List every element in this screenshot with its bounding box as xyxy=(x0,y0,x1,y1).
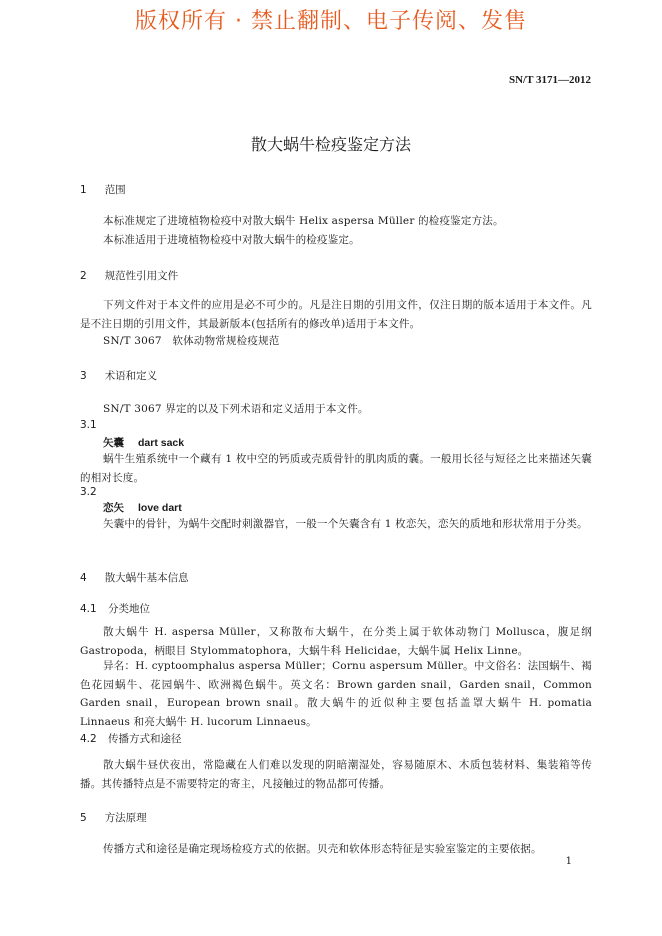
section-5-heading xyxy=(80,810,147,825)
term-english: dart sack xyxy=(138,437,185,449)
subsection-4-1-paragraph-1: 散大蜗牛 H. aspersa Müller，又称散布大蜗牛，在分类上属于软体动物门 Mollusca，腹足纲 Gastropoda，柄眼目 Stylommatophora，大蜗牛科 Helicidae，大蜗牛属 Helix Linne。 xyxy=(80,626,592,657)
section-number: 3 xyxy=(80,370,87,382)
section-1-paragraph-1: 本标准规定了进境植物检疫中对散大蜗牛 Helix aspersa Müller 的检疫鉴定方法。 xyxy=(103,215,504,227)
section-3-heading xyxy=(80,368,157,383)
normative-reference: SN/T 3067 软体动物常规检疫规范 xyxy=(103,335,280,347)
section-title: 规范性引用文件 xyxy=(104,270,179,282)
section-title: 术语和定义 xyxy=(104,370,158,382)
section-2-paragraph-1: 下列文件对于本文件的应用是必不可少的。凡是注日期的引用文件，仅注日期的版本适用于本文件。凡是不注日期的引用文件，其最新版本(包括所有的修改单)适用于本文件。 xyxy=(80,299,592,330)
term-number: 3.1 xyxy=(80,419,97,431)
subsection-4-2-heading xyxy=(80,731,182,746)
section-title: 范围 xyxy=(104,184,126,196)
subsection-title: 传播方式和途径 xyxy=(108,733,182,745)
term-title xyxy=(103,435,184,450)
section-1-paragraph-2: 本标准适用于进境植物检疫中对散大蜗牛的检疫鉴定。 xyxy=(103,234,360,246)
section-5-paragraph-1: 传播方式和途径是确定现场检疫方式的依据。贝壳和软体形态特征是实验室鉴定的主要依据。 xyxy=(103,843,542,855)
subsection-4-2-paragraph-1: 散大蜗牛昼伏夜出，常隐藏在人们难以发现的阴暗潮湿处，容易随原木、木质包装材料、集装箱等传播。其传播特点是不需要特定的寄主，凡接触过的物品都可传播。 xyxy=(80,759,592,790)
subsection-4-1-heading xyxy=(80,601,150,616)
subsection-number: 4.1 xyxy=(80,603,97,615)
section-title: 散大蜗牛基本信息 xyxy=(104,572,189,584)
term-definition: 蜗牛生殖系统中一个藏有 1 枚中空的钙质或壳质骨针的肌肉质的囊。一般用长径与短径之比来描述矢囊的相对长度。 xyxy=(80,453,592,484)
term-number: 3.2 xyxy=(80,486,97,498)
term-definition: 矢囊中的骨针，为蜗牛交配时刺激器官，一般一个矢囊含有 1 枚恋矢，恋矢的质地和形状常用于分类。 xyxy=(103,518,588,530)
subsection-title: 分类地位 xyxy=(108,603,150,615)
section-title: 方法原理 xyxy=(104,812,147,824)
term-chinese: 恋矢 xyxy=(103,502,124,514)
section-1-heading xyxy=(80,182,126,197)
section-4-heading xyxy=(80,570,189,585)
watermark-banner: 版权所有 · 禁止翻制、电子传阅、发售 xyxy=(135,9,527,34)
subsection-number: 4.2 xyxy=(80,733,97,745)
section-number: 5 xyxy=(80,812,87,824)
document-title: 散大蜗牛检疫鉴定方法 xyxy=(250,135,411,154)
standard-number: SN/T 3171—2012 xyxy=(508,74,591,86)
section-3-paragraph-1: SN/T 3067 界定的以及下列术语和定义适用于本文件。 xyxy=(103,403,369,415)
section-number: 4 xyxy=(80,572,87,584)
term-english: love dart xyxy=(138,502,182,514)
page-number: 1 xyxy=(565,856,572,867)
section-number: 2 xyxy=(80,270,87,282)
term-chinese: 矢囊 xyxy=(103,437,124,449)
subsection-4-1-paragraph-2: 异名：H. cyptoomphalus aspersa Müller；Cornu aspersum Müller。中文俗名：法国蜗牛、褐色花园蜗牛、花园蜗牛、欧洲褐色蜗牛。英文名：Brown garden snail，Garden snail，Common Garden snail，European brown snail。散大蜗牛的近似种主要包括盖罩大蜗牛 H. pomatia Linnaeus 和亮大蜗牛 H. lucorum Linnaeus。 xyxy=(80,660,592,728)
section-2-heading xyxy=(80,268,178,283)
section-number: 1 xyxy=(80,184,87,196)
term-title xyxy=(103,500,182,515)
